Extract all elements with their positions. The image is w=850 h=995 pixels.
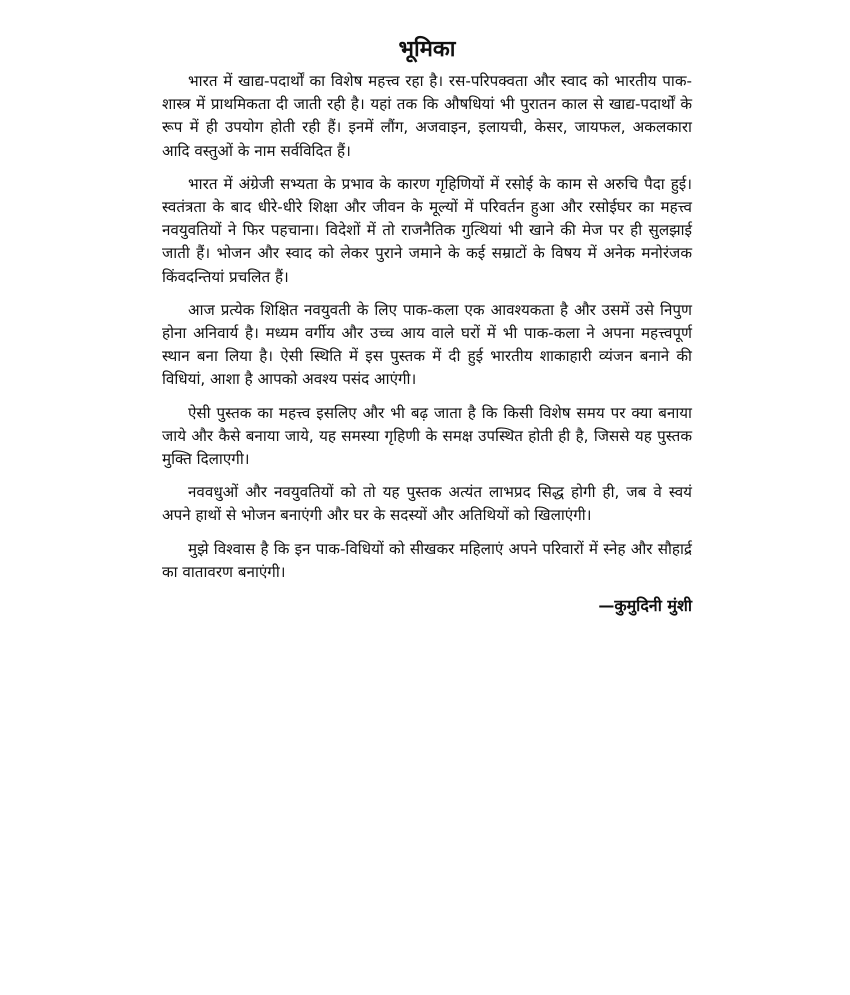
paragraph-2: भारत में अंग्रेजी सभ्यता के प्रभाव के कारण गृहिणियों में रसोई के काम से अरुचि पैदा हुई। स्वतंत्रता के बाद धीरे-धीरे शिक्षा और जीवन के मूल्यों में परिवर्तन हुआ और रसोईघर का महत्त्व नवयुवतियों ने फिर पहचाना। विदेशों में तो राजनैतिक गुत्थियां भी खाने की मेज पर ही सुलझाई जाती हैं। भोजन और स्वाद को लेकर पुराने जमाने के कई सम्राटों के विषय में अनेक मनोरंजक किंवदन्तियां प्रचलित हैं। [162, 174, 692, 286]
paragraph-6: मुझे विश्वास है कि इन पाक-विधियों को सीखकर महिलाएं अपने परिवारों में स्नेह और सौहार्द्र का वातावरण बनाएंगी। [162, 539, 692, 581]
preface-page [162, 36, 692, 618]
page-title: भूमिका [398, 37, 456, 62]
paragraph-1: भारत में खाद्य-पदार्थों का विशेष महत्त्व रहा है। रस-परिपक्वता और स्वाद को भारतीय पाक-शास्त्र में प्राथमिकता दी जाती रही है। यहां तक कि औषधियां भी पुरातन काल से खाद्य-पदार्थों के रूप में ही उपयोग होती रही हैं। इनमें लौंग, अजवाइन, इलायची, केसर, जायफल, अकलकारा आदि वस्तुओं के नाम सर्वविदित हैं। [162, 72, 692, 160]
paragraph-4: ऐसी पुस्तक का महत्त्व इसलिए और भी बढ़ जाता है कि किसी विशेष समय पर क्या बनाया जाये और कैसे बनाया जाये, यह समस्या गृहिणी के समक्ष उपस्थित होती ही है, जिससे यह पुस्तक मुक्ति दिलाएगी। [162, 403, 692, 469]
author-signature: —कुमुदिनी मुंशी [598, 596, 692, 616]
paragraph-5: नववधुओं और नवयुवतियों को तो यह पुस्तक अत्यंत लाभप्रद सिद्ध होगी ही, जब वे स्वयं अपने हाथों से भोजन बनाएंगी और घर के सदस्यों और अतिथियों को खिलाएंगी। [162, 483, 692, 525]
paragraph-3: आज प्रत्येक शिक्षित नवयुवती के लिए पाक-कला एक आवश्यकता है और उसमें उसे निपुण होना अनिवार्य है। मध्यम वर्गीय और उच्च आय वाले घरों में भी पाक-कला ने अपना महत्त्वपूर्ण स्थान बना लिया है। ऐसी स्थिति में इस पुस्तक में दी हुई भारतीय शाकाहारी व्यंजन बनाने की विधियां, आशा है आपको अवश्य पसंद आएंगी। [162, 300, 692, 389]
